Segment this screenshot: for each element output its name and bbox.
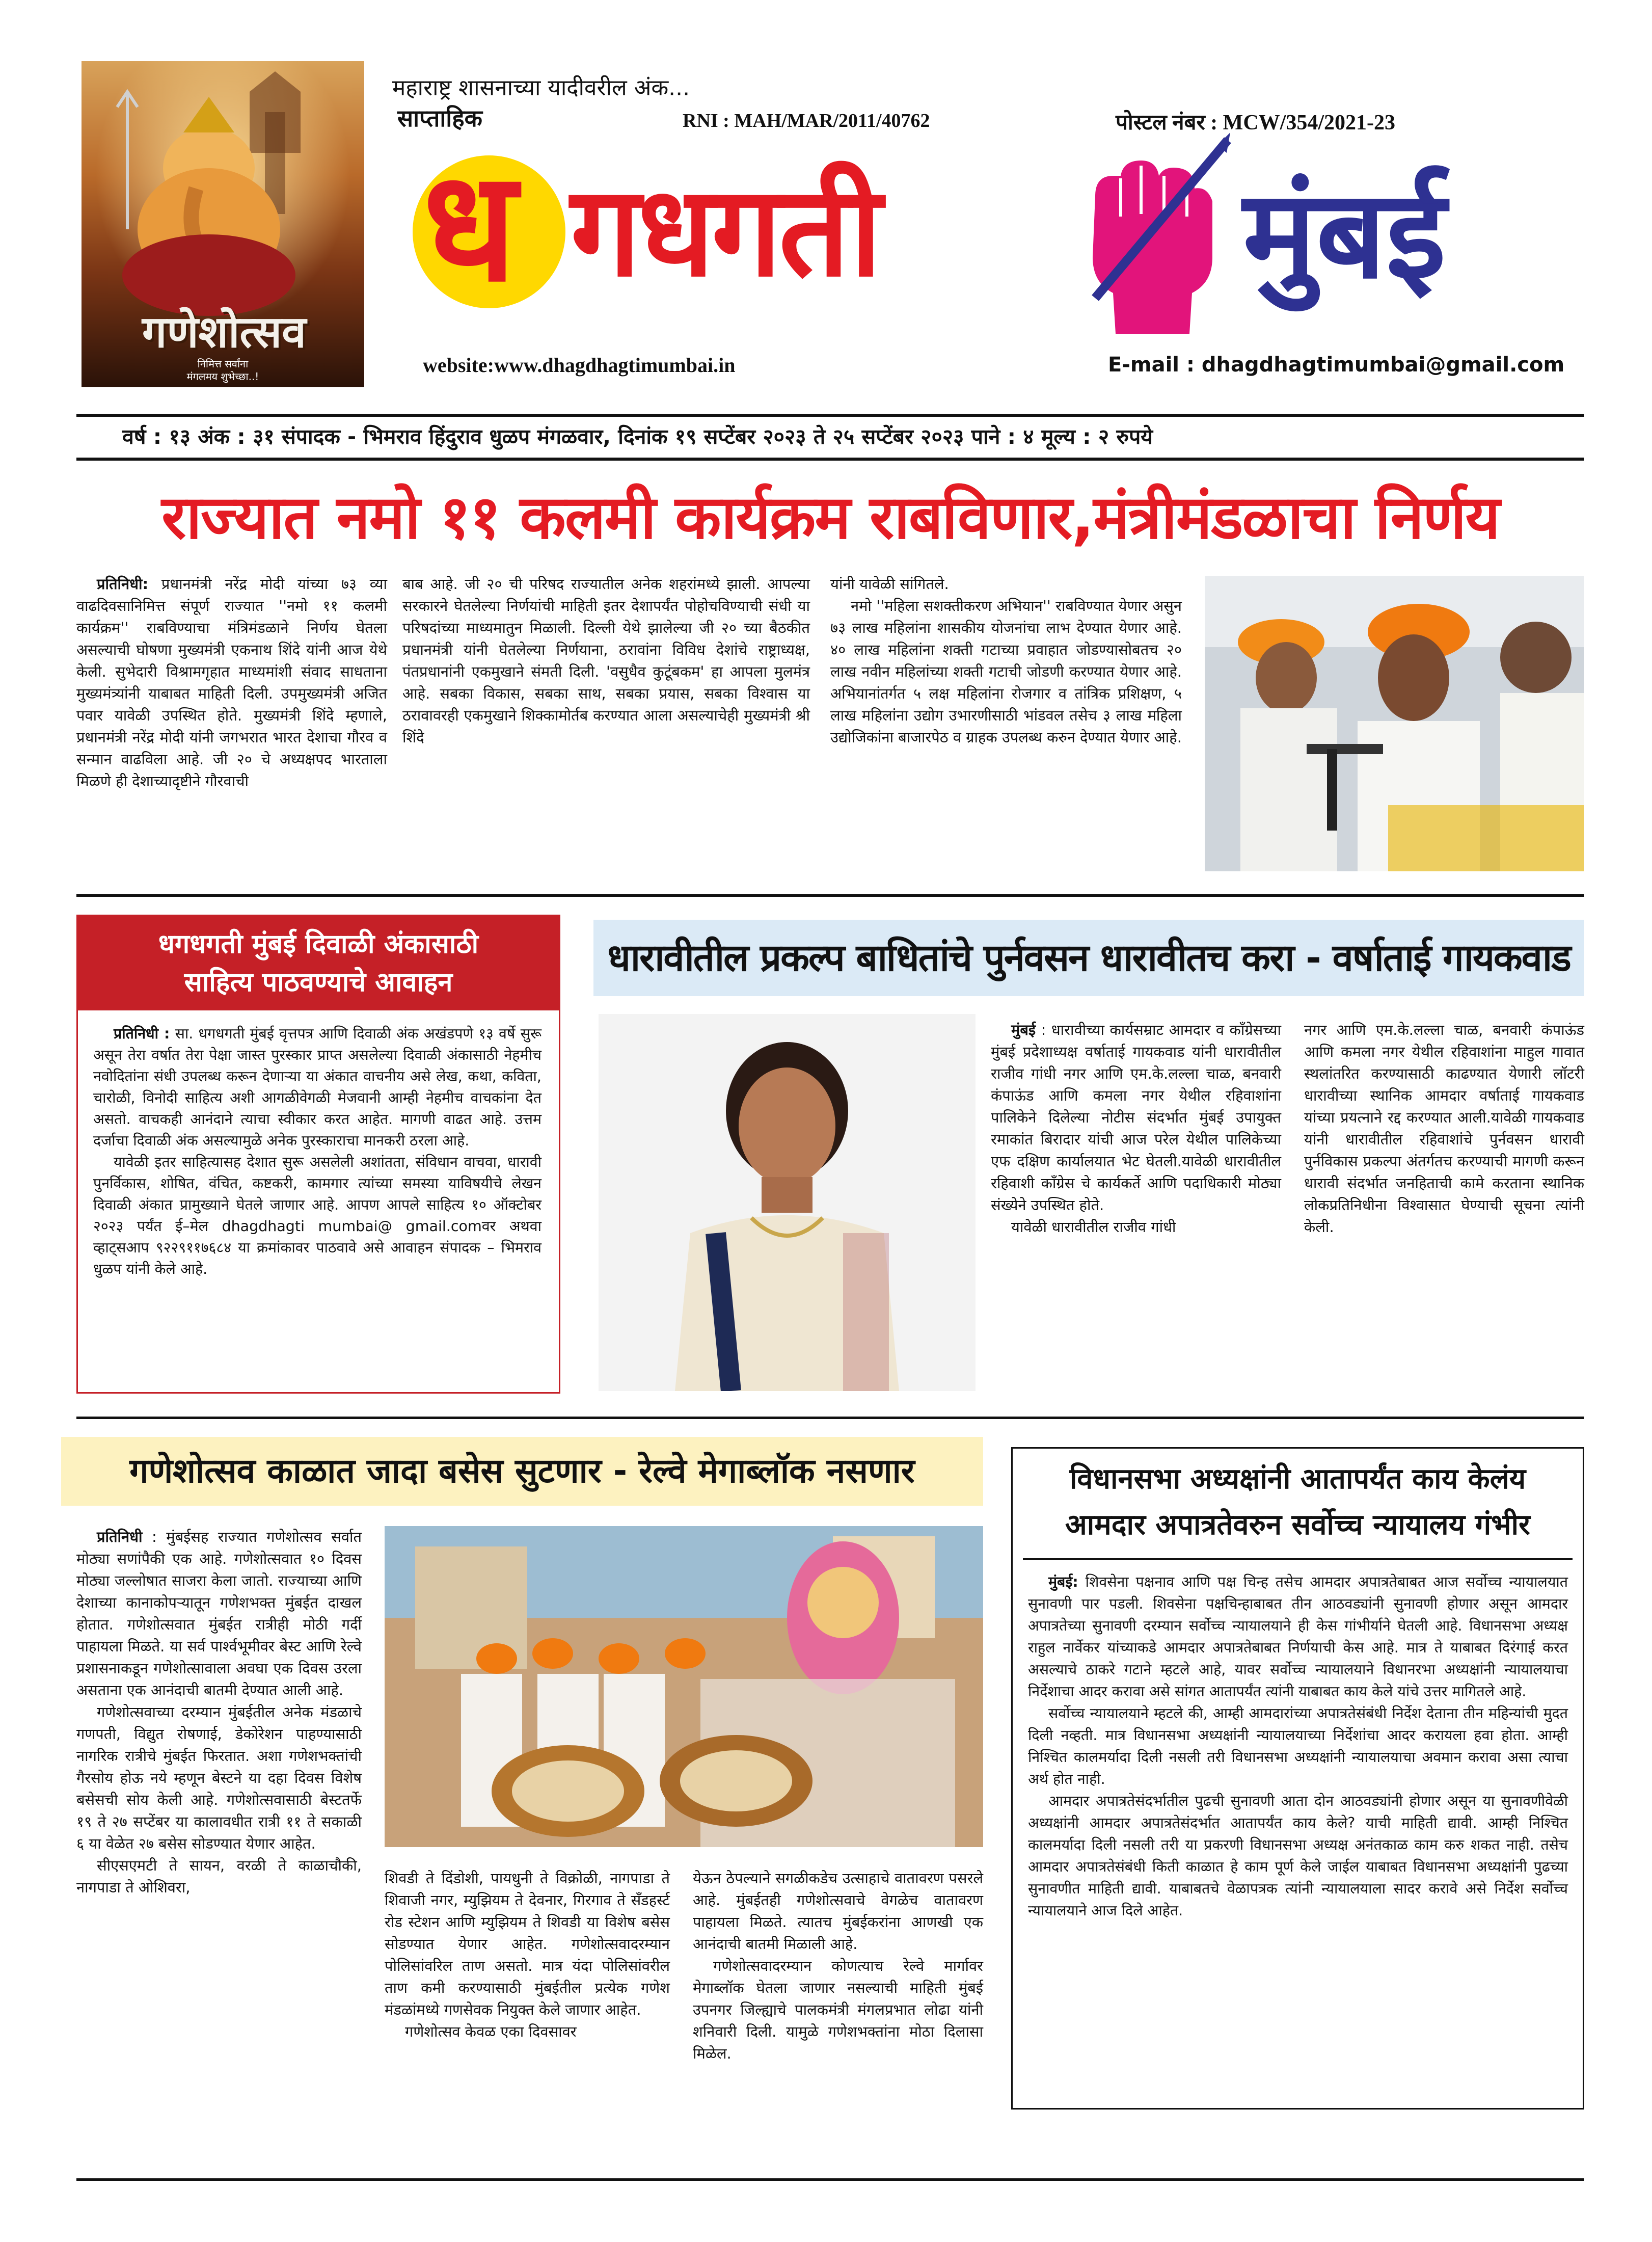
section-divider-1 (76, 894, 1584, 897)
story3-headline: धारावीतील प्रकल्प बाधितांचे पुर्नवसन धारावीतच करा - वर्षाताई गायकवाड (607, 936, 1570, 980)
raised-fist-pen-icon (1065, 130, 1233, 344)
govt-list-line: महाराष्ट्र शासनाच्या यादीवरील अंक... (392, 75, 690, 101)
story2-box (76, 915, 560, 1394)
story5-box (1011, 1447, 1584, 2110)
logo-part-1: ध (423, 138, 517, 315)
story4-headline-band (61, 1437, 983, 1506)
rni-number: RNI : MAH/MAR/2011/40762 (683, 110, 930, 131)
cover-tagline-1: निमित्त सर्वांना (197, 358, 249, 370)
story1-column-1 (76, 573, 387, 792)
story4-col1-p1: : मुंबईसह राज्यात गणेशोत्सव सर्वात मोठ्या सणांपैकी एक आहे. गणेशोत्सवात १० दिवस मोठ्या जल्लोषात साजरा केला जातो. राज्याच्या आणि देशाच्या कानाकोपऱ्यातून गणेशभक्त मुंबईत दाखल होतात. गणेशोत्सवात मुंबईत रात्रीही मोठी गर्दी पाहायला मिळते. या सर्व पार्श्वभूमीवर बेस्ट आणि रेल्वे प्रशासनाकडून गणेशोत्सावाला अवघा एक दिवस उरला असताना एक आनंदाची बातमी देण्यात आली आहे. (76, 1528, 362, 1699)
section-divider-2 (76, 1417, 1584, 1419)
logo-part-3: मुंबई (1243, 163, 1446, 306)
story5-headline-2: आमदार अपात्रतेवरुन सर्वोच्च न्यायालय गंभीर (1065, 1508, 1530, 1541)
story2-header-band (78, 916, 559, 1010)
story4-col2-p2: गणेशोत्सव केवळ एका दिवसावर (405, 2023, 577, 2040)
story3-portrait-photo (599, 1014, 976, 1391)
story2-p1: सा. धगधगती मुंबई वृत्तपत्र आणि दिवाळी अंक अखंडपणे १३ वर्षे सुरू असून तेरा वर्षात तेरा पेक्षा जास्त पुरस्कार प्राप्त असलेल्या दिवाळी अंकासाठी नेहमीच नवोदितांना संधी उपलब्ध करून देणाऱ्या या अंकात वाचनीय असे लेख, कथा, कविता, चारोळी, विनोदी साहित्य अशी आगळीवेगळी मेजवानी आम्ही नेहमीच वाचकांना देत असतो. वाचकही आनंदाने त्याचा स्वीकार करत आहेत. मागणी वाढत आहे. उत्तम दर्जाचा दिवाळी अंक असल्यामुळे अनेक पुरस्काराचा मानकरी ठरला आहे. (93, 1025, 541, 1149)
story3-col2-text: नगर आणि एम.के.लल्ला चाळ, बनवारी कंपाऊंड आणि कमला नगर येथील रहिवाशांना माहुल गावात स्थलांतरित करण्यासाठी काढण्यात येणारी लॉटरी धारावीच्या स्थानिक आमदार वर्षाताई गायकवाड यांच्या प्रयत्नाने रद्द करण्यात आली.यावेळी गायकवाड यांनी धारावीतील रहिवाशांचे पुर्नवसन धारावी पुर्नविकास प्रकल्पा अंतर्गतच करण्याची मागणी करून धारावी संदर्भात जनहिताची कामे करताना स्थानिक लोकप्रतिनिधीना विश्वासात घेण्याची सूचना त्यांनी केली. (1304, 1021, 1584, 1236)
story1-dateline: प्रतिनिधी: (97, 575, 149, 593)
email-address[interactable]: E-mail : dhagdhagtimumbai@gmail.com (1108, 353, 1565, 377)
story1-col3-p1: यांनी यावेळी सांगितले. (830, 575, 949, 593)
story1-photo (1205, 576, 1584, 871)
story1-col3-p2: नमो ''महिला सशक्तीकरण अभियान'' राबविण्यात येणार असुन ७३ लाख महिलांना शासकीय योजनांचा लाभ देण्यात येणार आहे. ४० लाख महिलांना शक्ती गटाच्या प्रवाहात जोडण्यासोबतच २० लाख नवीन महिलांच्या शक्ती गटाची जोडणी करण्यात येणार आहे. अभियानांतर्गत ५ लक्ष महिलांना रोजगार व तांत्रिक प्रशिक्षण, ५ लाख महिलांना उद्योग उभारणीसाठी भांडवल तसेच ३ लाख महिला उद्योजिकांना बाजारपेठ व ग्राहक उपलब्ध करुन देण्यात येणार आहे. (830, 597, 1182, 746)
logo-part-2: गधगती (571, 159, 879, 304)
story4-column-2 (385, 1867, 670, 2043)
story5-p3: आमदार अपात्रतेसंदर्भातील पुढची सुनावणी आता दोन आठवड्यांनी होणार असून या सुनावणीवेळी अध्यक्षांनी आमदार अपात्रतेसंदर्भात आतापर्यंत काय केले? याची माहिती द्यावी. आम्ही निश्चित कालमर्यादा दिली नसली तरी या प्रकरणी विधानसभा अध्यक्ष अनंतकाळ काम करु शकत नाही. तसेच आमदार अपात्रतेसंबंधी किती काळात हे काम पूर्ण केले जाईल याबाबत विधानसभा अध्यक्षांनी पुढच्या सुनावणीत माहिती द्यावी. याबाबतचे वेळापत्रक त्यांनी न्यायालयाला सादर करावे असे निर्देश सर्वोच्च न्यायालयाने आज दिले आहेत. (1028, 1793, 1568, 1919)
story2-body (93, 1023, 541, 1280)
story4-column-3 (693, 1867, 983, 2065)
story4-procession-photo (385, 1526, 983, 1847)
story4-col2-text: शिवडी ते दिंडोशी, पायधुनी ते विक्रोळी, नागपाडा ते शिवाजी नगर, म्युझियम ते देवनार, गिरगाव ते सँडहर्स्ट रोड स्टेशन आणि म्युझियम ते शिवडी या विशेष बसेस सोडण्यात येणार आहेत. गणेशोत्सवादरम्यान पोलिसांवरिल ताण असतो. मात्र यंदा पोलिसांवरील ताण कमी करण्यासाठी मुंबईतील प्रत्येक गणेश मंडळांमध्ये गणसेवक नियुक्त केले जाणार आहेत. (385, 1870, 670, 2018)
story3-headline-band (593, 920, 1584, 996)
story5-p2: सर्वोच्च न्यायालयाने म्हटले की, आम्ही आमदारांच्या अपात्रतेसंबंधी निर्देश देताना तीन महिन्यांची मुदत दिली नव्हती. मात्र विधानसभा अध्यक्षांनी न्यायालयाच्या निर्देशांचा आदर करायला हवा होता. आम्ही निश्चित कालमर्यादा दिली नसली तरी विधानसभा अध्यक्षांनी न्यायालयाचा अवमान करावा असा त्याचा अर्थ होत नाही. (1028, 1705, 1568, 1787)
story1-column-3 (830, 573, 1182, 749)
masthead-logo (402, 138, 1569, 344)
story4-col1-p3: सीएसएमटी ते सायन, वरळी ते काळाचौकी, नागपाडा ते ओशिवरा, (76, 1857, 362, 1896)
story4-col3-text: येऊन ठेपल्याने सगळीकडेच उत्साहाचे वातावरण पसरले आहे. मुंबईतही गणेशोत्सवाचे वेगळेच वातावरण पाहायला मिळते. त्यातच मुंबईकरांना आणखी एक आनंदाची बातमी मिळाली आहे. (693, 1870, 983, 1953)
story5-headline-1: विधानसभा अध्यक्षांनी आतापर्यंत काय केलंय (1069, 1462, 1526, 1496)
page-bottom-rule (76, 2178, 1584, 2181)
ganeshotsav-cover-image (82, 61, 364, 387)
story5-dateline: मुंबई: (1048, 1573, 1078, 1590)
issue-line-bottom-rule (76, 458, 1584, 461)
story5-body (1028, 1571, 1568, 1921)
story1-col1-text: प्रधानमंत्री नरेंद्र मोदी यांच्या ७३ व्या वाढदिवसानिमित्त संपूर्ण राज्यात ''नमो ११ कलमी कार्यक्रम'' राबविण्याचा मंत्रिमंडळाने निर्णय घेतला असल्याची घोषणा मुख्यमंत्री एकनाथ शिंदे यांनी आज येथे केली. सुभेदारी विश्रामगृहात माध्यमांशी संवाद साधताना मुख्यमंत्र्यांनी याबाबत माहिती दिली. उपमुख्यमंत्री अजित पवार यावेळी उपस्थित होते. मुख्यमंत्री शिंदे म्हणाले, प्रधानमंत्री नरेंद्र मोदी यांनी जगभरात भारत देशाचा गौरव व सन्मान वाढविला आहे. जी २० चे अध्यक्षपद भारताला मिळणे ही देशाच्यादृष्टीने गौरवाची (76, 575, 387, 790)
story4-headline: गणेशोत्सव काळात जादा बसेस सुटणार - रेल्वे मेगाब्लॉक नसणार (129, 1451, 915, 1490)
story3-col1-text: : धारावीच्या कार्यसम्राट आमदार व काँग्रेसच्या मुंबई प्रदेशाध्यक्ष वर्षाताई गायकवाड यांनी धारावीतील राजीव गांधी नगर आणि एम.के.लल्ला चाळ, बनवारी कंपाऊंड आणि कमला नगर येथील रहिवाशांना पालिकेने दिलेल्या नोटीस संदर्भात मुंबई उपायुक्त रमाकांत बिरादार यांची आज परेल येथील पालिकेच्या एफ दक्षिण कार्यालयात भेट घेतली.यावेळी धारावीतील रहिवाशी कॉंग्रेस चे कार्यकर्ते आणि पदाधिकारी मोठ्या संख्येने उपस्थित होते. (991, 1021, 1281, 1214)
postal-number: पोस्टल नंबर : MCW/354/2021-23 (1116, 111, 1395, 135)
cover-tagline-2: मंगलमय शुभेच्छा..! (186, 370, 259, 383)
story2-headline-2: साहित्य पाठवण्याचे आवाहन (184, 967, 453, 998)
story5-p1: शिवसेना पक्षनाव आणि पक्ष चिन्ह तसेच आमदार अपात्रतेबाबत आज सर्वोच्च न्यायालयात सुनावणी पार पडली. शिवसेना पक्षचिन्हाबाबत तीन आठवड्यांनी सुनावणी होणार असून आमदार अपात्रतेच्या सुनावणी दरम्यान सर्वोच्च न्यायालयाने ही केस गांभीर्याने घेतली आहे. विधानसभा अध्यक्ष राहुल नार्वेकर यांच्याकडे आमदार अपात्रतेबाबत निर्णयाची केस आहे. मात्र ते याबाबत दिरंगाई करत असल्याचे ठाकरे गटाने म्हटले आहे, यावर सर्वोच्च न्यायालयाने विधानरभा अध्यक्षांनी न्यायालयाचा निर्देशाचा आदर करावा असे सांगत आतापर्यंत त्यांनी याबाबत काय केले यांचे उत्तर मागितले आहे. (1028, 1573, 1568, 1700)
story1-col2-text: बाब आहे. जी २० ची परिषद राज्यातील अनेक शहरांमध्ये झाली. आपल्या सरकारने घेतलेल्या निर्णयांची माहिती इतर देशापर्यंत पोहोचविण्याची संधी या परिषदांच्या माध्यमातुन मिळाली. दिल्ली येथे झालेल्या जी २० च्या बैठकीत प्रधानमंत्री यांनी घेतलेल्या निर्णयाना, ठरावांना विविध देशांचे राष्ट्राध्यक्ष, पंतप्रधानांनी एकमुखाने संमती दिली. 'वसुधैव कुटूंबकम' हा आपला मुलमंत्र आहे. सबका विकास, सबका साथ, सबका प्रयास, सबका विश्वास या ठरावावरही एकमुखाने शिक्कामोर्तब करण्यात आला असल्याचेही मुख्यमंत्री श्री शिंदे (402, 575, 810, 746)
story3-col1-p2: यावेळी धारावीतील राजीव गांधी (1011, 1218, 1176, 1236)
issue-line: वर्ष : १३ अंक : ३१ संपादक - भिमराव हिंदुराव धुळप मंगळवार, दिनांक १९ सप्टेंबर २०२३ ते २५ सप्टेंबर २०२३ पाने : ४ मूल्य : २ रुपये (122, 424, 1153, 449)
story2-p2: यावेळी इतर साहित्यासह देशात सुरू असलेली अशांतता, संविधान वाचवा, धारावी पुनर्विकास, शोषित, वंचित, कष्टकरी, कामगार त्यांच्या समस्या याविषयीचे लेखन दिवाळी अंकात प्रामुख्याने घेतले जाणार आहे. आपण आपले साहित्य १० ऑक्टोबर २०२३ पर्यंत ई–मेल dhagdhagti mumbai@ gmail.comवर अथवा व्हाट्सआप ९२२९११७६८४ या क्रमांकावर पाठवावे असे आवाहन संपादक – भिमराव धुळप यांनी केले आहे. (93, 1154, 541, 1277)
website-url[interactable]: website:www.dhagdhagtimumbai.in (423, 354, 736, 377)
story4-col3-p2: गणेशोत्सवादरम्यान कोणत्याच रेल्वे मार्गावर मेगाब्लॉक घेतला जाणार नसल्याची माहिती मुंबई उपनगर जिल्ह्याचे पालकमंत्री मंगलप्रभात लोढा यांनी शनिवारी दिली. यामुळे गणेशभक्तांना मोठा दिलासा मिळेल. (693, 1957, 983, 2062)
cover-title: गणेशोत्सव (142, 306, 306, 358)
story2-headline-1: धगधगती मुंबई दिवाळी अंकासाठी (158, 929, 479, 959)
story4-dateline: प्रतिनिधी (97, 1528, 143, 1545)
story3-dateline: मुंबई (1011, 1021, 1036, 1038)
story2-dateline: प्रतिनिधी : (114, 1025, 170, 1042)
story3-column-1 (991, 1019, 1281, 1238)
story3-column-2 (1304, 1019, 1584, 1238)
weekly-label: साप्ताहिक (397, 104, 482, 132)
story1-column-2 (402, 573, 810, 749)
story4-col1-p2: गणेशोत्सवाच्या दरम्यान मुंबईतील अनेक मंडळाचे गणपती, विद्युत रोषणाई, डेकोरेशन पाहण्यासाठी नागरिक रात्रीचे मुंबईत फिरतात. अशा गणेशभक्तांची गैरसोय होऊ नये म्हणून बेस्टने या दहा दिवस विशेष बसेसची सोय केली आहे. गणेशोत्सवासाठी बेस्टतर्फे १९ ते २७ सप्टेंबर या कालावधीत रात्री ११ ते सकाळी ६ या वेळेत २७ बसेस सोडण्यात येणार आहेत. (76, 1703, 362, 1852)
story1-headline: राज्यात नमो ११ कलमी कार्यक्रम राबविणार,मंत्रीमंडळाचा निर्णय (161, 482, 1499, 552)
story5-headline-rule (1023, 1558, 1573, 1560)
story4-column-1 (76, 1526, 362, 1899)
issue-line-top-rule (76, 414, 1584, 417)
